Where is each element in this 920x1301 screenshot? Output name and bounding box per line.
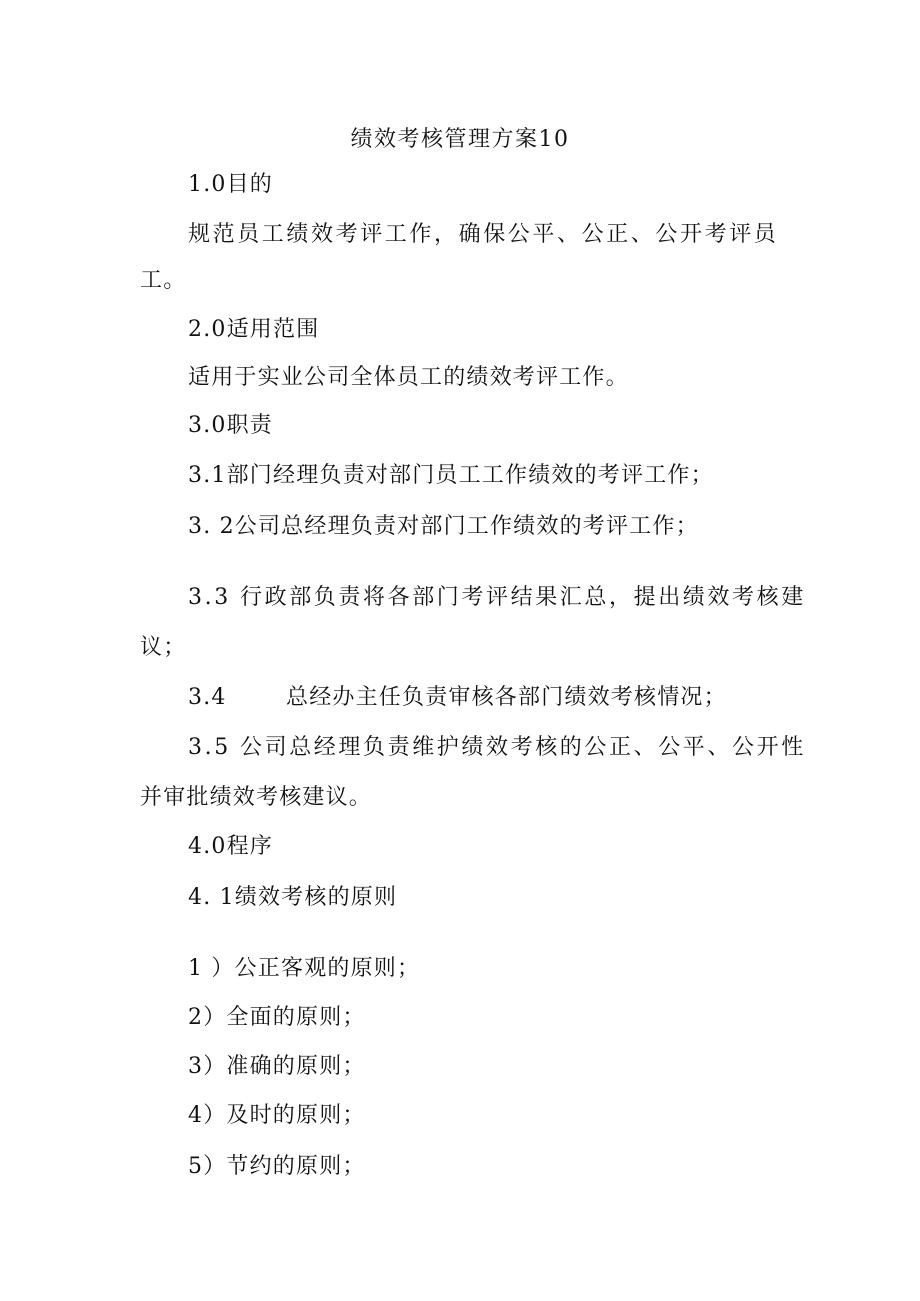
section-3-item-3-line-2: 议； (140, 635, 187, 660)
item-4-number: 3.4 (188, 685, 227, 710)
item-5-text: 公司总经理负责维护绩效考核的公正、公平、公开性 (240, 735, 806, 760)
section-3-item-1: 3.1部门经理负责对部门员工工作绩效的考评工作； (188, 463, 714, 488)
principle-item: 2）全面的原则； (188, 1005, 366, 1030)
section-2-body: 适用于实业公司全体员工的绩效考评工作。 (188, 365, 629, 390)
section-3-item-4 (188, 684, 727, 712)
item-4-text: 总经办主任负责审核各部门绩效考核情况； (286, 685, 727, 710)
section-3-heading: 3.0职责 (188, 413, 273, 438)
page-title: 绩效考核管理方案10 (350, 127, 570, 152)
section-4-heading: 4.0程序 (188, 834, 273, 859)
section-3-item-5-line-1 (188, 734, 806, 762)
principle-item: 4）及时的原则； (188, 1103, 366, 1128)
section-4-subheading: 4. 1绩效考核的原则 (188, 885, 398, 910)
section-3-item-3-line-1 (188, 584, 806, 612)
item-3-number: 3.3 (188, 585, 231, 610)
section-1-body-line-1: 规范员工绩效考评工作，确保公平、公正、公开考评员 (188, 222, 779, 247)
section-1-body-line-2: 工。 (140, 268, 187, 293)
section-3-item-5-line-2: 并审批绩效考核建议。 (140, 785, 373, 810)
section-2-heading: 2.0适用范围 (188, 317, 320, 342)
principle-item: 5）节约的原则； (188, 1154, 366, 1179)
item-5-number: 3.5 (188, 735, 231, 760)
principle-item: 3）准确的原则； (188, 1054, 366, 1079)
section-3-item-2: 3. 2公司总经理负责对部门工作绩效的考评工作； (188, 514, 699, 539)
principle-item: 1 ）公正客观的原则； (188, 956, 421, 981)
item-3-text: 行政部负责将各部门考评结果汇总，提出绩效考核建 (240, 585, 806, 610)
section-1-heading: 1.0目的 (188, 172, 273, 197)
